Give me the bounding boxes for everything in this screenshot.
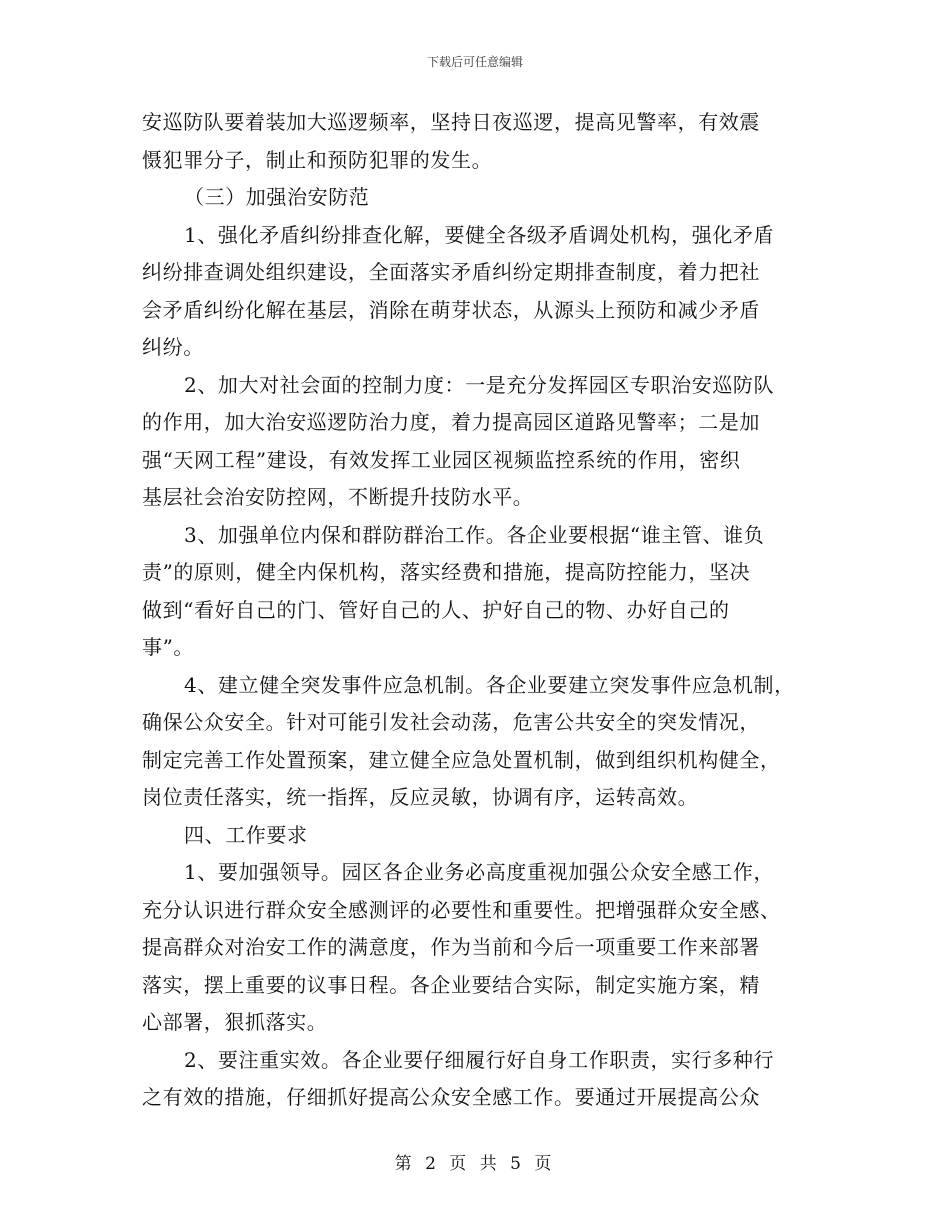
text-line: 心部署，狠抓落实。 bbox=[142, 1010, 328, 1034]
text-line: 会矛盾纠纷化解在基层，消除在萌芽状态，从源头上预防和减少矛盾 bbox=[142, 297, 760, 322]
text-line: 提高群众对治安工作的满意度，作为当前和今后一项重要工作来部署 bbox=[142, 935, 760, 959]
text-line: 纠纷排查调处组织建设，全面落实矛盾纠纷定期排查制度，着力把社 bbox=[142, 260, 760, 284]
text-line: 慑犯罪分子，制止和预防犯罪的发生。 bbox=[142, 147, 493, 172]
text-line: 落实，摆上重要的议事日程。各企业要结合实际，制定实施方案，精 bbox=[142, 972, 760, 997]
text-line: 3、加强单位内保和群防群治工作。各企业要根据“谁主管、谁负 bbox=[184, 522, 765, 547]
text-line: （三）加强治安防范 bbox=[184, 185, 370, 209]
text-line: 之有效的措施，仔细抓好提高公众安全感工作。要通过开展提高公众 bbox=[142, 1085, 760, 1109]
page-footer: 第 2 页 共 5 页 bbox=[394, 1154, 556, 1174]
text-line: 安巡防队要着装加大巡逻频率，坚持日夜巡逻，提高见警率，有效震 bbox=[142, 110, 760, 134]
text-line: 基层社会治安防控网，不断提升技防水平。 bbox=[142, 485, 534, 509]
text-line: 做到“看好自己的门、管好自己的人、护好自己的物、办好自己的 bbox=[142, 597, 730, 622]
text-line: 制定完善工作处置预案，建立健全应急处置机制，做到组织机构健全， bbox=[142, 747, 781, 772]
text-line: 2、加大对社会面的控制力度：一是充分发挥园区专职治安巡防队 bbox=[184, 372, 775, 397]
text-line: 1、要加强领导。园区各企业务必高度重视加强公众安全感工作， bbox=[184, 860, 775, 884]
text-line: 责”的原则，健全内保机构，落实经费和措施，提高防控能力，坚决 bbox=[142, 560, 751, 584]
body-text bbox=[142, 104, 822, 1117]
text-line: 确保公众安全。针对可能引发社会动荡，危害公共安全的突发情况， bbox=[142, 710, 760, 734]
page-header: 下载后可任意编辑 bbox=[426, 55, 523, 69]
text-line: 事”。 bbox=[142, 635, 195, 659]
text-line: 的作用，加大治安巡逻防治力度，着力提高园区道路见警率；二是加 bbox=[142, 410, 760, 434]
text-line: 2、要注重实效。各企业要仔细履行好自身工作职责，实行多种行 bbox=[184, 1047, 775, 1072]
text-line: 1、强化矛盾纠纷排查化解，要健全各级矛盾调处机构，强化矛盾 bbox=[184, 222, 775, 247]
text-line: 纠纷。 bbox=[142, 335, 204, 359]
text-line: 岗位责任落实，统一指挥，反应灵敏，协调有序，运转高效。 bbox=[142, 785, 699, 809]
text-line: 4、建立健全突发事件应急机制。各企业要建立突发事件应急机制， bbox=[184, 672, 795, 697]
text-line: 强“天网工程”建设，有效发挥工业园区视频监控系统的作用，密织 bbox=[142, 447, 741, 472]
text-line: 充分认识进行群众安全感测评的必要性和重要性。把增强群众安全感、 bbox=[142, 897, 781, 922]
text-line: 四、工作要求 bbox=[184, 822, 308, 847]
